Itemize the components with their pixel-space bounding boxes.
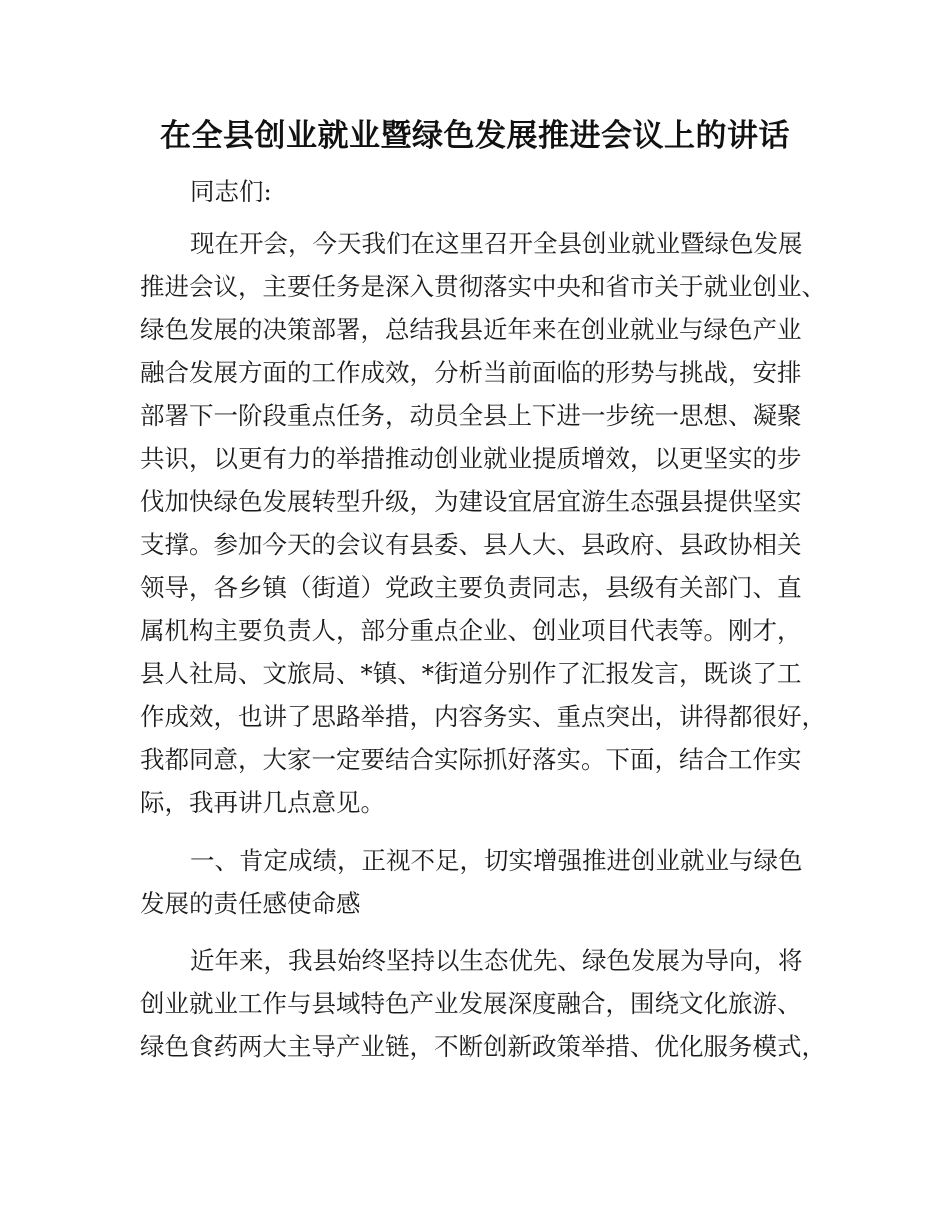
paragraph-line: 属机构主要负责人，部分重点企业、创业项目代表等。刚才， <box>140 616 802 645</box>
paragraph-line: 伐加快绿色发展转型升级，为建设宜居宜游生态强县提供坚实 <box>140 487 802 516</box>
paragraph-line: 际，我再讲几点意见。 <box>140 788 385 817</box>
section-heading-line: 发展的责任感使命感 <box>140 889 361 918</box>
paragraph-line: 现在开会，今天我们在这里召开全县创业就业暨绿色发展 <box>190 229 803 258</box>
paragraph-line: 领导，各乡镇（街道）党政主要负责同志，县级有关部门、直 <box>140 573 802 602</box>
paragraph-line: 融合发展方面的工作成效，分析当前面临的形势与挑战，安排 <box>140 358 802 387</box>
paragraph-line: 绿色发展的决策部署，总结我县近年来在创业就业与绿色产业 <box>140 315 802 344</box>
document-title: 在全县创业就业暨绿色发展推进会议上的讲话 <box>160 118 790 154</box>
paragraph-line: 绿色食药两大主导产业链，不断创新政策举措、优化服务模式， <box>140 1032 826 1061</box>
paragraph-line: 共识，以更有力的举措推动创业就业提质增效，以更坚实的步 <box>140 444 802 473</box>
paragraph-line: 推进会议，主要任务是深入贯彻落实中央和省市关于就业创业、 <box>140 272 826 301</box>
paragraph-line: 我都同意，大家一定要结合实际抓好落实。下面，结合工作实 <box>140 745 802 774</box>
salutation: 同志们: <box>190 177 272 206</box>
paragraph-line: 近年来，我县始终坚持以生态优先、绿色发展为导向，将 <box>190 946 803 975</box>
paragraph-line: 创业就业工作与县域特色产业发展深度融合，围绕文化旅游、 <box>140 989 802 1018</box>
paragraph-line: 支撑。参加今天的会议有县委、县人大、县政府、县政协相关 <box>140 530 802 559</box>
section-heading-line: 一、肯定成绩，正视不足，切实增强推进创业就业与绿色 <box>190 846 803 875</box>
paragraph-line: 县人社局、文旅局、*镇、*街道分别作了汇报发言，既谈了工 <box>140 659 802 688</box>
paragraph-line: 作成效，也讲了思路举措，内容务实、重点突出，讲得都很好， <box>140 702 826 731</box>
paragraph-line: 部署下一阶段重点任务，动员全县上下进一步统一思想、凝聚 <box>140 401 802 430</box>
